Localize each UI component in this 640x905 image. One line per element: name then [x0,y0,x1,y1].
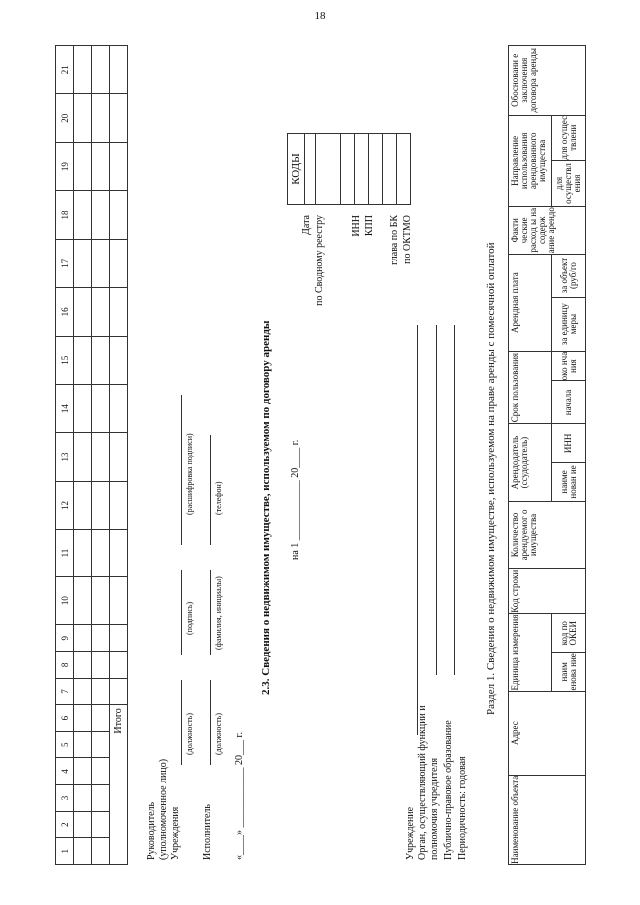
codes-header: КОДЫ [288,134,305,205]
caption-position: (должность) [185,713,194,755]
codes-labels [300,215,326,325]
col-number: 16 [56,288,74,336]
codes-table [287,133,411,205]
col-number: 4 [56,758,74,785]
head-label: (уполномоченное лицо) [158,758,169,860]
h-rent-unit: за единицу меры [552,297,586,351]
h-term-end: око нча ния [552,351,586,381]
col-number: 13 [56,433,74,481]
code-cell [383,134,397,205]
section-title: 2.3. Сведения о недвижимом имуществе, используемом по договору аренды [260,320,272,695]
org-line [436,325,437,675]
codes-labels-3 [388,215,414,325]
org-organ-1: Орган, осуществляющий функции и [417,705,428,860]
col-number: 12 [56,481,74,529]
codes-labels-2 [350,215,376,325]
code-cell [355,134,369,205]
caption-phone: (телефон) [214,481,223,515]
page-number: 18 [314,10,326,22]
org-line [454,325,455,675]
h-rent: Арендная плата [509,254,552,351]
itogo-label: Итого [110,705,128,865]
col-number: 14 [56,384,74,432]
col-number: 17 [56,239,74,287]
caption-signature: (подпись) [185,601,194,635]
h-qty: Количество арендуемог о имущества [509,501,586,568]
col-number: 2 [56,811,74,838]
org-institution: Учреждение [405,806,416,860]
h-lessor-inn: ИНН [552,424,586,463]
code-cell [305,134,316,205]
h-direction: Направление использования арендованного имущества [509,115,552,206]
org-line [417,325,418,735]
position-line [181,680,182,765]
caption-name: (фамилия, инициалы) [214,576,223,650]
col-number: 7 [56,678,74,705]
col-number: 9 [56,625,74,652]
org-public-entity: Публично-правовое образование [443,720,454,860]
h-rent-obj: за объект (руб/го [552,254,586,297]
caption-position: (должность) [214,713,223,755]
col-number: 3 [56,785,74,812]
rent-table [508,45,586,865]
signature-line [181,570,182,655]
h-dir-2: для осущес твлени [552,115,586,160]
name-line [210,570,211,655]
h-lessor-name: наиме нован ие [552,463,586,502]
org-organ-2: полномочия учредителя [429,757,440,860]
head-label: Учреждения [170,806,181,860]
header-row [509,46,552,865]
col-number: 19 [56,142,74,190]
codes-label-kpp: КПП [364,215,375,237]
col-number: 11 [56,530,74,577]
h-address: Адрес [509,691,586,775]
col-number: 1 [56,838,74,865]
h-unit-name: наим енова ние [552,653,586,692]
codes-label-inn: ИНН [351,215,362,237]
table-row [92,46,110,865]
signature-date: «____» ____________ 20___ г. [234,732,245,860]
h-actual: Факти ческие расход ы на содерж ание арендо [509,207,586,254]
col-number: 18 [56,191,74,239]
col-number: 5 [56,731,74,758]
h-term: Срок пользования [509,351,552,424]
part1-title: Раздел 1. Сведения о недвижимом имуществе, используемом на праве аренды с помесячной оплатой [485,242,497,715]
position-line [210,680,211,765]
codes-label-registry: по Сводному реестру [314,215,325,306]
col-number: 20 [56,94,74,142]
caption-decode: (расшифровка подписи) [185,433,194,515]
section-date: на 1 ____________ 20____ г. [290,439,301,560]
code-cell [397,134,411,205]
codes-label-bk: глава по БК [389,215,400,265]
codes-label-oktmo: по ОКТМО [402,215,413,264]
h-lessor: Арендодатель (ссудодатель) [509,424,552,501]
col-number: 15 [56,336,74,384]
col-number: 10 [56,576,74,624]
table-row [74,46,92,865]
code-cell [369,134,383,205]
col-number: 21 [56,46,74,95]
h-unit-okei: код по ОКЕИ [552,614,586,653]
h-term-start: начала [552,381,586,424]
rotated-page [50,25,590,885]
code-cell [341,134,355,205]
h-name: Наименование объекта [509,775,586,864]
h-basis: Обосновани е заключения договора аренды [509,46,586,116]
head-label: Руководитель [146,801,157,860]
h-unit: Единица измерения [509,614,552,691]
codes-label-date: Дата [301,215,312,235]
executor-label: Исполнитель [202,804,213,860]
numbered-totals-table [55,45,128,865]
h-code: Код строки [509,569,586,614]
col-number: 8 [56,652,74,679]
col-number: 6 [56,705,74,732]
org-periodicity: Периодичность: годовая [457,756,468,860]
column-number-row [56,46,74,865]
h-dir-1: для осуществл ения [552,160,586,206]
itogo-row [110,46,128,865]
code-cell [316,134,341,205]
phone-line [210,435,211,545]
decode-line [181,395,182,545]
